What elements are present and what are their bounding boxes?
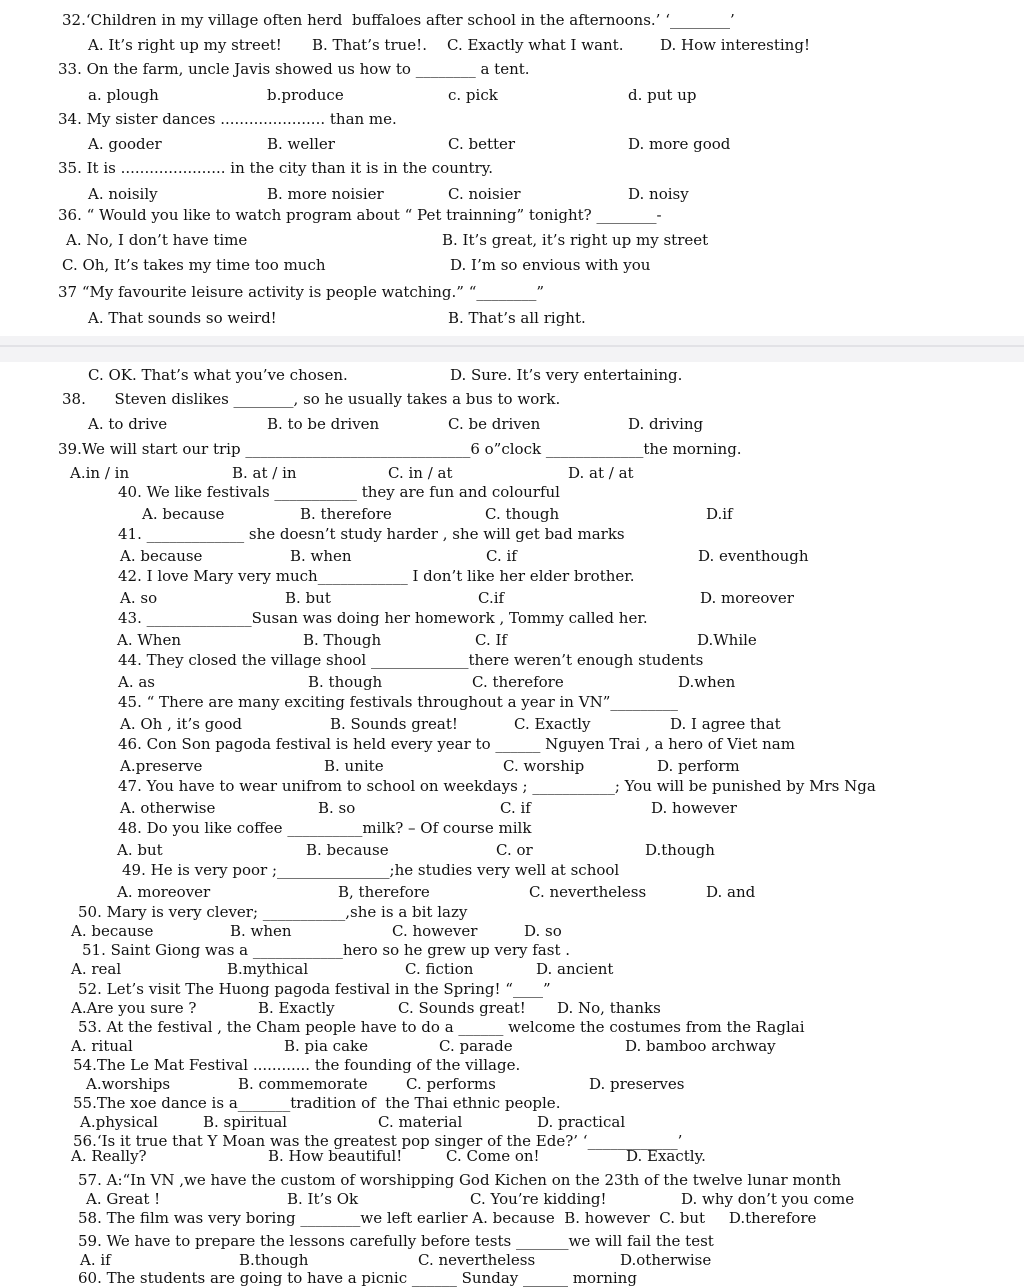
question-55: 55.The xoe dance is a_______tradition of the Thai ethnic people. [73,1094,561,1112]
question-38: 38. Steven dislikes ________, so he usually takes a bus to work. [62,390,561,408]
option: C. fiction [405,960,474,978]
option: D.though [645,841,715,859]
question-60: 60. The students are going to have a picnic ______ Sunday ______ morning [78,1269,637,1287]
option: D. bamboo archway [625,1037,776,1055]
option: A.Are you sure ? [71,999,197,1017]
option: B. to be driven [267,415,380,433]
question-41: 41. _____________ she doesn’t study harder , she will get bad marks [118,525,625,543]
option: B. more noisier [267,185,384,203]
option: D. I’m so envious with you [450,256,651,274]
option: D. How interesting! [660,36,810,54]
option: C.if [478,589,505,607]
option: D. No, thanks [557,999,661,1017]
question-58: 58. The film was very boring ________we left earlier A. because B. however C. but D.therefore [78,1209,817,1227]
option: C. in / at [388,464,453,482]
option: C. be driven [448,415,541,433]
question-48: 48. Do you like coffee __________milk? – Of course milk [118,819,532,837]
option: D.if [706,505,733,523]
option: A.preserve [120,757,203,775]
option: D. noisy [628,185,689,203]
option: A. because [142,505,225,523]
option: C. Come on! [446,1147,540,1165]
question-57: 57. A:“In VN ,we have the custom of worshipping God Kichen on the 23th of the twelve lunar month [78,1171,841,1189]
option: B. Sounds great! [330,715,458,733]
option: B. when [290,547,352,565]
option: d. put up [628,86,697,104]
option: C. though [485,505,560,523]
option: A. Great ! [86,1190,161,1208]
question-46: 46. Con Son pagoda festival is held every year to ______ Nguyen Trai , a hero of Viet nam [118,735,795,753]
option: B.mythical [227,960,309,978]
option: C. if [500,799,531,817]
question-37: 37 “My favourite leisure activity is people watching.” “________” [58,283,545,301]
option: A. When [117,631,181,649]
option: A.worships [86,1075,171,1093]
option: A. gooder [88,135,162,153]
option: A. if [80,1251,111,1269]
option: C. material [378,1113,463,1131]
option: D. I agree that [670,715,781,733]
option: D. Sure. It’s very entertaining. [450,366,683,384]
option: B. so [318,799,356,817]
option: C. Exactly [514,715,591,733]
option: c. pick [448,86,498,104]
question-39: 39.We will start our trip ______________________________6 o”clock _____________the morning. [58,440,742,458]
question-43: 43. ______________Susan was doing her homework , Tommy called her. [118,609,648,627]
option: B. unite [324,757,384,775]
question-45: 45. “ There are many exciting festivals throughout a year in VN”_________ [118,693,678,711]
option: B. because [306,841,389,859]
option: D.While [697,631,757,649]
option: A. moreover [117,883,211,901]
page-break-divider [0,336,1024,362]
option: A.in / in [70,464,130,482]
option: B. It’s great, it’s right up my street [442,231,709,249]
question-49: 49. He is very poor ;_______________;he studies very well at school [122,861,620,879]
option: D. eventhough [698,547,809,565]
option: A. but [117,841,163,859]
option: C. better [448,135,516,153]
option: D. so [524,922,562,940]
option: A. as [118,673,156,691]
option: A.physical [80,1113,158,1131]
question-36: 36. “ Would you like to watch program about “ Pet trainning” tonight? ________- [58,206,662,224]
option: B. That’s all right. [448,309,586,327]
question-50: 50. Mary is very clever; ___________,she is a bit lazy [78,903,468,921]
option: C. worship [503,757,585,775]
option: D. preserves [589,1075,685,1093]
option: B. therefore [300,505,392,523]
option: B. pia cake [284,1037,368,1055]
question-33: 33. On the farm, uncle Javis showed us how to ________ a tent. [58,60,530,78]
question-59: 59. We have to prepare the lessons carefully before tests _______we will fail the test [78,1232,714,1250]
option: B. spiritual [203,1113,288,1131]
option: C. performs [406,1075,496,1093]
option: C. If [475,631,507,649]
option: C. if [486,547,517,565]
option: B. Exactly [258,999,335,1017]
question-56: 56.‘Is it true that Y Moan was the greatest pop singer of the Ede?’ ‘____________’ [73,1132,683,1150]
option: B. when [230,922,292,940]
option: A. to drive [88,415,168,433]
option: D. Exactly. [626,1147,706,1165]
question-53: 53. At the festival , the Cham people have to do a ______ welcome the costumes from the Raglai [78,1018,805,1036]
option: A. No, I don’t have time [66,231,248,249]
option: D. at / at [568,464,634,482]
question-44: 44. They closed the village shool _____________there weren’t enough students [118,651,704,669]
question-52: 52. Let’s visit The Huong pagoda festival in the Spring! “____” [78,980,551,998]
question-34: 34. My sister dances ...................... than me. [58,110,397,128]
option: A. otherwise [120,799,216,817]
option: B. It’s Ok [287,1190,359,1208]
option: D.when [678,673,736,691]
option: D. and [706,883,756,901]
option: C. or [496,841,533,859]
question-32: 32.‘Children in my village often herd buffaloes after school in the afternoons.’ ‘________’ [62,11,735,29]
option: C. however [392,922,478,940]
option: D. practical [537,1113,626,1131]
option: A. It’s right up my street! [88,36,282,54]
option: A. noisily [88,185,158,203]
question-42: 42. I love Mary very much____________ I don’t like her elder brother. [118,567,635,585]
option: D. however [651,799,737,817]
question-47: 47. You have to wear unifrom to school on weekdays ; ___________; You will be punished by Mrs Nga [118,777,876,795]
option: C. therefore [472,673,564,691]
option: C. OK. That’s what you’ve chosen. [88,366,348,384]
option: A. That sounds so weird! [88,309,277,327]
option: B. commemorate [238,1075,368,1093]
option: A. Really? [71,1147,147,1165]
option: D.otherwise [620,1251,712,1269]
question-51: 51. Saint Giong was a ____________hero so he grew up very fast . [82,941,571,959]
question-54: 54.The Le Mat Festival ............ the founding of the village. [73,1056,521,1074]
option: C. Oh, It’s takes my time too much [62,256,326,274]
option: A. ritual [71,1037,133,1055]
question-35: 35. It is ...................... in the city than it is in the country. [58,159,493,177]
option: D. driving [628,415,704,433]
option: B. How beautiful! [268,1147,403,1165]
option: C. You’re kidding! [470,1190,607,1208]
option: B, therefore [338,883,430,901]
option: B.though [239,1251,309,1269]
option: C. noisier [448,185,521,203]
option: B. though [308,673,383,691]
option: D. ancient [536,960,614,978]
question-40: 40. We like festivals ___________ they are fun and colourful [118,483,560,501]
option: C. nevertheless [529,883,647,901]
option: A. because [120,547,203,565]
option: D. moreover [700,589,794,607]
option: a. plough [88,86,159,104]
option: B. weller [267,135,335,153]
option: D. more good [628,135,731,153]
option: A. so [120,589,158,607]
option: D. perform [657,757,740,775]
option: D. why don’t you come [681,1190,855,1208]
option: B. That’s true!. [312,36,427,54]
option: C. Sounds great! [398,999,526,1017]
option: C. Exactly what I want. [447,36,624,54]
option: B. but [285,589,331,607]
option: A. because [71,922,154,940]
option: C. parade [439,1037,513,1055]
option: A. real [71,960,122,978]
option: B. at / in [232,464,297,482]
option: B. Though [303,631,382,649]
option: b.produce [267,86,344,104]
option: C. nevertheless [418,1251,536,1269]
option: A. Oh , it’s good [120,715,242,733]
